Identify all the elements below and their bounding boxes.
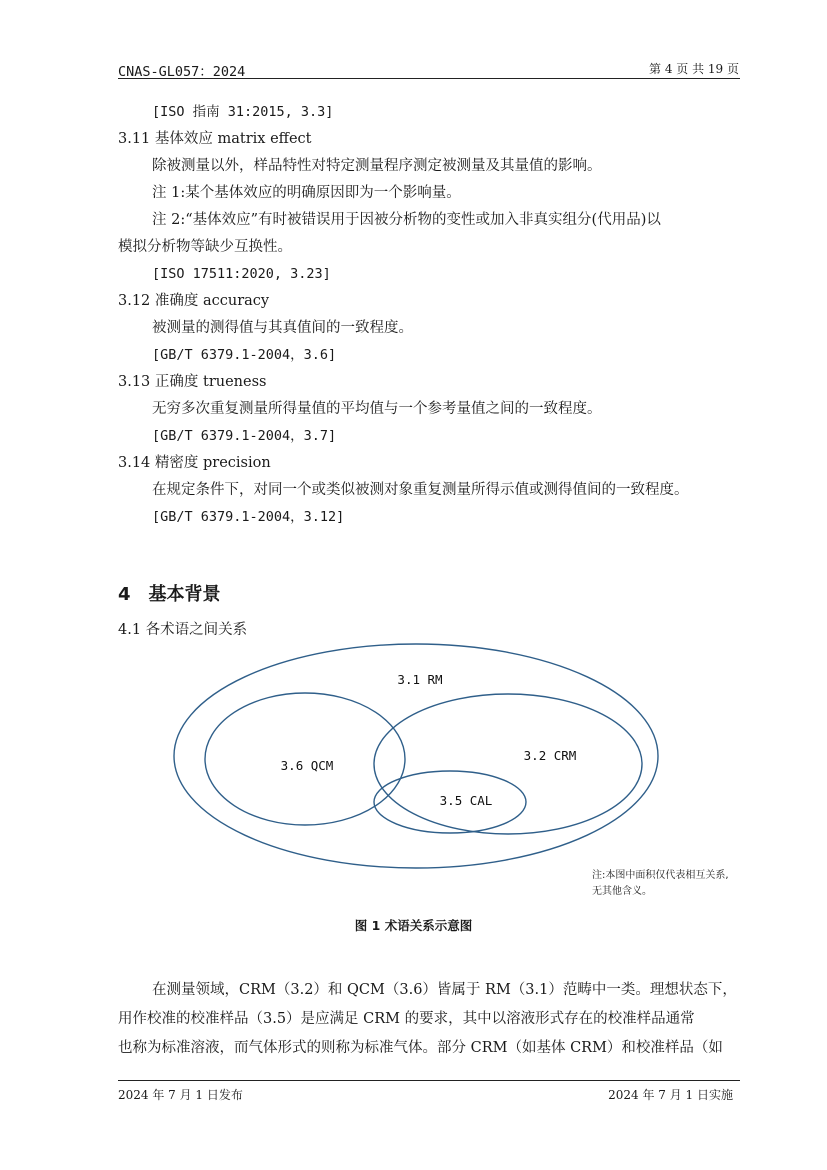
- term-3-13-definition: 无穷多次重复测量所得量值的平均值与一个参考量值之间的一致程度。: [152, 401, 602, 417]
- paragraph-line: 也称为标准溶液，而气体形式的则称为标准气体。部分 CRM（如基体 CRM）和校准样品（如: [118, 1040, 723, 1056]
- term-3-14-definition: 在规定条件下，对同一个或类似被测对象重复测量所得示值或测得值间的一致程度。: [152, 482, 689, 498]
- footer-rule: [118, 1080, 740, 1081]
- section-4-heading: [118, 580, 221, 606]
- term-3-12-definition: 被测量的测得值与其真值间的一致程度。: [152, 320, 413, 336]
- subsection-4-1: 4.1 各术语之间关系: [118, 622, 248, 638]
- cal-label: 3.5 CAL: [439, 793, 493, 808]
- term-3-13-ref: [GB/T 6379.1-2004，3.7]: [152, 428, 337, 444]
- rm-label: 3.1 RM: [397, 672, 443, 687]
- venn-diagram: [160, 640, 680, 880]
- crm-ellipse: [374, 694, 642, 834]
- header-doc-id: CNAS-GL057：2024: [118, 64, 246, 80]
- term-3-14-heading: 3.14 精密度 precision: [118, 455, 271, 471]
- diagram-note-line1: 注:本图中面积仅代表相互关系,: [592, 870, 729, 881]
- figure-caption: 图 1 术语关系示意图: [354, 918, 473, 933]
- term-3-12-ref: [GB/T 6379.1-2004，3.6]: [152, 347, 337, 363]
- term-3-13-heading: 3.13 正确度 trueness: [118, 374, 267, 390]
- crm-label: 3.2 CRM: [523, 748, 577, 763]
- qcm-label: 3.6 QCM: [280, 758, 334, 773]
- term-3-11-heading: 3.11 基体效应 matrix effect: [118, 131, 312, 147]
- body-paragraph: [118, 976, 768, 1063]
- footer-implement-date: 2024 年 7 月 1 日实施: [608, 1088, 733, 1102]
- footer-issue-date: 2024 年 7 月 1 日发布: [118, 1088, 243, 1102]
- section-title: 基本背景: [148, 584, 221, 605]
- ref-iso31: [ISO 指南 31:2015, 3.3]: [152, 104, 334, 120]
- header-page-info: 第 4 页 共 19 页: [649, 62, 739, 76]
- term-3-14-ref: [GB/T 6379.1-2004，3.12]: [152, 509, 345, 525]
- section-number: 4: [118, 584, 131, 605]
- term-3-12-heading: 3.12 准确度 accuracy: [118, 293, 270, 309]
- ref-iso17511: [ISO 17511:2020, 3.23]: [152, 266, 331, 282]
- paragraph-line: 用作校准的校准样品（3.5）是应满足 CRM 的要求，其中以溶液形式存在的校准样品通常: [118, 1011, 695, 1027]
- term-3-11-definition: 除被测量以外，样品特性对特定测量程序测定被测量及其量值的影响。: [152, 158, 602, 174]
- paragraph-line: 在测量领域，CRM（3.2）和 QCM（3.6）皆属于 RM（3.1）范畴中一类。理想状态下，: [152, 982, 737, 998]
- term-3-11-note1: 注 1:某个基体效应的明确原因即为一个影响量。: [152, 185, 461, 201]
- diagram-note-line2: 无其他含义。: [592, 886, 652, 897]
- header-rule: [118, 78, 740, 79]
- term-3-11-note2: 注 2:“基体效应”有时被错误用于因被分析物的变性或加入非真实组分(代用品)以: [152, 212, 661, 228]
- term-3-11-note2-cont: 模拟分析物等缺少互换性。: [118, 239, 292, 255]
